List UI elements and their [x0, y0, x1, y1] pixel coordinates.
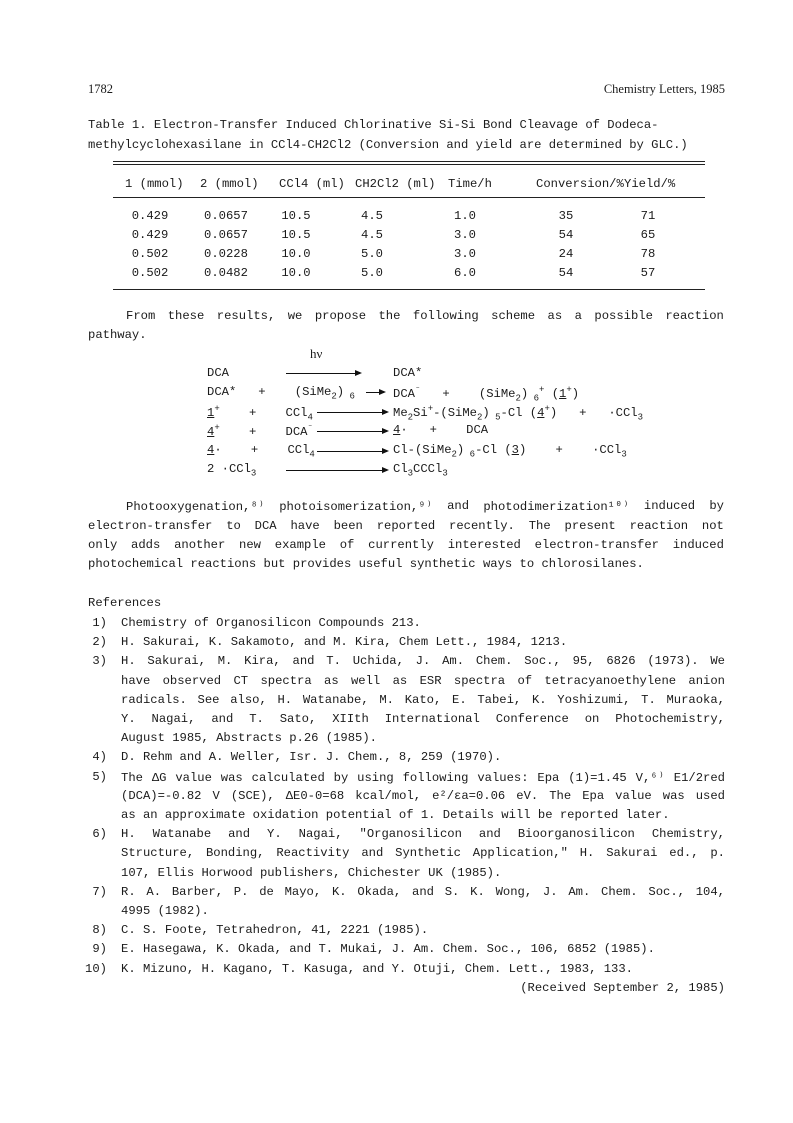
table-top-rule: [113, 161, 705, 162]
table-cell: 78: [640, 247, 656, 261]
word: as: [547, 309, 563, 323]
table-cell: 4.5: [361, 209, 383, 223]
reference-line: D. Rehm and A. Weller, Isr. J. Chem., 8, 259 (1970).: [121, 750, 502, 765]
word: photodimerization¹⁰⁾: [483, 500, 630, 514]
word: another: [174, 538, 226, 552]
table-cell: 4.5: [361, 228, 383, 242]
word: propose: [314, 309, 367, 323]
word: these: [167, 309, 205, 323]
table-cell: 0.429: [131, 209, 169, 223]
word: induced: [672, 538, 724, 552]
intro-paragraph: [88, 309, 724, 323]
scheme-arrow-2: [366, 392, 384, 393]
word: Photooxygenation,⁸⁾: [126, 500, 265, 514]
table-cell: 0.0657: [204, 228, 248, 242]
hv-label: hν: [310, 346, 323, 361]
word: to: [226, 519, 241, 533]
table-cell: 5.0: [361, 247, 383, 261]
table-cell: 54: [558, 266, 574, 280]
scheme-row-2-right: DCA⁻ + (SiMe$_2$) $_6$+ (1+): [393, 385, 580, 404]
scheme-row-1-right: DCA*: [393, 366, 423, 380]
word: new: [239, 538, 261, 552]
table-cell: 24: [558, 247, 574, 261]
body-line-1-wrap: [88, 499, 724, 514]
word: a: [574, 309, 582, 323]
reference-line: Structure, Bonding, Reactivity and Synthetic Application," H. Sakurai ed., p.: [121, 846, 725, 861]
body-line-3: [88, 538, 724, 552]
col-header: Conversion/%: [536, 177, 624, 191]
reference-number: 2): [92, 635, 107, 650]
table-cell: 35: [558, 209, 574, 223]
table-cell: 54: [558, 228, 574, 242]
reference-number: 10): [85, 961, 107, 976]
table-top-rule-2: [113, 164, 705, 165]
reference-number: 4): [92, 750, 107, 765]
scheme-row-6-right: $Cl_3CCCl_3$: [393, 462, 448, 479]
body-line-4: photochemical reactions but provides useful synthetic ways to chlorosilanes.: [88, 557, 644, 571]
scheme-row-1-left: DCA: [207, 366, 229, 380]
reference-line: 4995 (1982).: [121, 904, 209, 918]
intro-line-1: [88, 309, 724, 323]
references-heading: References: [88, 596, 162, 610]
word: interested: [447, 538, 521, 552]
word: reaction: [665, 309, 724, 323]
table-cell: 0.0657: [204, 209, 248, 223]
reference-line: R. A. Barber, P. de Mayo, K. Okada, and S. K. Wong, J. Am. Chem. Soc., 104,: [121, 884, 725, 899]
scheme-arrow-3: [317, 412, 387, 413]
reference-line: The ΔG value was calculated by using following values: Epa (1)=1.45 V,⁶⁾ E1/2red: [121, 770, 725, 785]
reference-number: 8): [92, 923, 107, 938]
reference-line: H. Sakurai, M. Kira, and T. Uchida, J. Am. Chem. Soc., 95, 6826 (1973). We: [121, 654, 725, 669]
col-header: Time/h: [448, 177, 492, 191]
table-cell: 0.429: [131, 228, 169, 242]
scheme-row-3-left: 1+ + CCl$_4$: [207, 404, 313, 423]
scheme-row-6-left: 2 ·CCl$_3$: [207, 462, 257, 479]
table-cell: 65: [640, 228, 656, 242]
word: currently: [368, 538, 434, 552]
table-header-rule: [113, 197, 705, 198]
reference-number: 5): [92, 769, 107, 784]
table-cell: 0.0228: [204, 247, 248, 261]
table-caption-line-2: methylcyclohexasilane in CCl4-CH2Cl2 (Conversion and yield are determined by GLC.): [88, 138, 688, 152]
table-cell: 10.5: [281, 209, 311, 223]
reference-line: K. Mizuno, H. Kagano, T. Kasuga, and Y. Otuji, Chem. Lett., 1983, 133.: [121, 961, 633, 976]
table-cell: 0.0482: [204, 266, 248, 280]
intro-line-2: pathway.: [88, 328, 147, 342]
body-line-2-wrap: [88, 519, 724, 533]
reference-number: 9): [92, 942, 107, 957]
table-caption-line-1: Table 1. Electron-Transfer Induced Chlorinative Si-Si Bond Cleavage of Dodeca-: [88, 118, 659, 132]
scheme-arrow-6: [286, 470, 387, 471]
reference-number: 7): [92, 884, 107, 899]
word: From: [126, 309, 156, 323]
reference-line: (DCA)=-0.82 V (SCE), ΔE0-0=68 kcal/mol, e²/εa=0.06 eV. The Epa value was used: [121, 788, 725, 803]
scheme-row-4-left: 4+ + DCA⁻: [207, 423, 313, 440]
col-header: Yield/%: [624, 177, 676, 191]
col-header: CH2Cl2 (ml): [355, 177, 436, 191]
word: the: [378, 309, 401, 323]
word: possible: [594, 309, 653, 323]
word: adds: [131, 538, 161, 552]
table-cell: 0.502: [131, 266, 169, 280]
word: following: [412, 309, 479, 323]
table-cell: 6.0: [454, 266, 476, 280]
body-line-2: [88, 519, 724, 533]
word: have: [290, 519, 320, 533]
reference-line: August 1985, Abstracts p.26 (1985).: [121, 731, 377, 746]
reference-line: C. S. Foote, Tetrahedron, 41, 2221 (1985).: [121, 923, 429, 938]
word: of: [339, 538, 355, 552]
table-cell: 3.0: [454, 228, 476, 242]
word: scheme: [491, 309, 536, 323]
word: we: [287, 309, 303, 323]
table-cell: 3.0: [454, 247, 476, 261]
word: by: [709, 499, 724, 513]
reference-line: as an approximate oxidation potential of 1. Details will be reported later.: [121, 808, 670, 822]
word: DCA: [254, 519, 277, 533]
table-cell: 10.0: [281, 266, 311, 280]
reference-line: E. Hasegawa, K. Okada, and T. Mukai, J. Am. Chem. Soc., 106, 6852 (1985).: [121, 942, 655, 957]
table-cell: 57: [640, 266, 656, 280]
reference-number: 1): [92, 616, 107, 630]
table-cell: 1.0: [454, 209, 476, 223]
col-header: CCl4 (ml): [279, 177, 345, 191]
reference-number: 6): [92, 827, 107, 842]
word: results,: [216, 309, 276, 323]
table-cell: 0.502: [131, 247, 169, 261]
scheme-row-4-right: 4· + DCA: [393, 423, 489, 437]
word: not: [701, 519, 724, 533]
scheme-arrow-1: [286, 373, 360, 374]
scheme-row-5-right: Cl-(SiMe$_2$) $_6$-Cl (3) + ·CCl$_3$: [393, 443, 627, 460]
scheme-row-2-left: DCA* + (SiMe$_2$) $_6$: [207, 385, 355, 402]
reference-line: radicals. See also, H. Watanabe, M. Kato, E. Tabei, K. Yoshizumi, T. Muraoka,: [121, 692, 725, 707]
word: example: [274, 538, 326, 552]
word: present: [564, 519, 616, 533]
reference-line: have observed CT spectra as well as ESR spectra of tetracyanoethylene anion: [121, 673, 725, 688]
col-header: 1 (mmol): [125, 177, 184, 191]
table-bottom-rule: [113, 289, 705, 290]
body-line-3-wrap: [88, 538, 724, 552]
reference-line: 107, Ellis Horwood publishers, Chichester UK (1985).: [121, 865, 502, 880]
table-cell: 5.0: [361, 266, 383, 280]
word: been: [333, 519, 363, 533]
reference-line: Chemistry of Organosilicon Compounds 213.: [121, 616, 421, 630]
scheme-row-3-right: $Me_2Si^+-(SiMe_2)$ $_5$-Cl (4+) + ·CCl$_3$: [393, 404, 644, 423]
word: recently.: [449, 519, 515, 533]
reference-line: H. Sakurai, K. Sakamoto, and M. Kira, Chem Lett., 1984, 1213.: [121, 635, 568, 650]
reference-line: Y. Nagai, and T. Sato, XIIth International Conference on Photochemistry,: [121, 712, 725, 726]
word: photoisomerization,⁹⁾: [279, 500, 433, 514]
word: reaction: [629, 519, 689, 533]
word: electron-transfer: [534, 538, 659, 552]
received-date: (Received September 2, 1985): [520, 981, 725, 995]
word: induced: [643, 499, 696, 513]
table-cell: 10.0: [281, 247, 311, 261]
scheme-arrow-5: [317, 451, 387, 452]
scheme-row-5-left: 4· + CCl$_4$: [207, 443, 315, 460]
scheme-arrow-4: [317, 431, 387, 432]
reference-line: H. Watanabe and Y. Nagai, "Organosilicon and Bioorganosilicon Chemistry,: [121, 827, 725, 842]
table-cell: 10.5: [281, 228, 311, 242]
body-line-1: [88, 499, 724, 514]
col-header: 2 (mmol): [200, 177, 259, 191]
word: The: [528, 519, 551, 533]
journal-title: Chemistry Letters, 1985: [603, 82, 725, 96]
reference-number: 3): [92, 654, 107, 669]
page-number: 1782: [88, 82, 113, 96]
word: reported: [376, 519, 436, 533]
word: electron-transfer: [88, 519, 213, 533]
table-cell: 71: [640, 209, 656, 223]
word: and: [447, 499, 470, 513]
word: only: [88, 538, 118, 552]
